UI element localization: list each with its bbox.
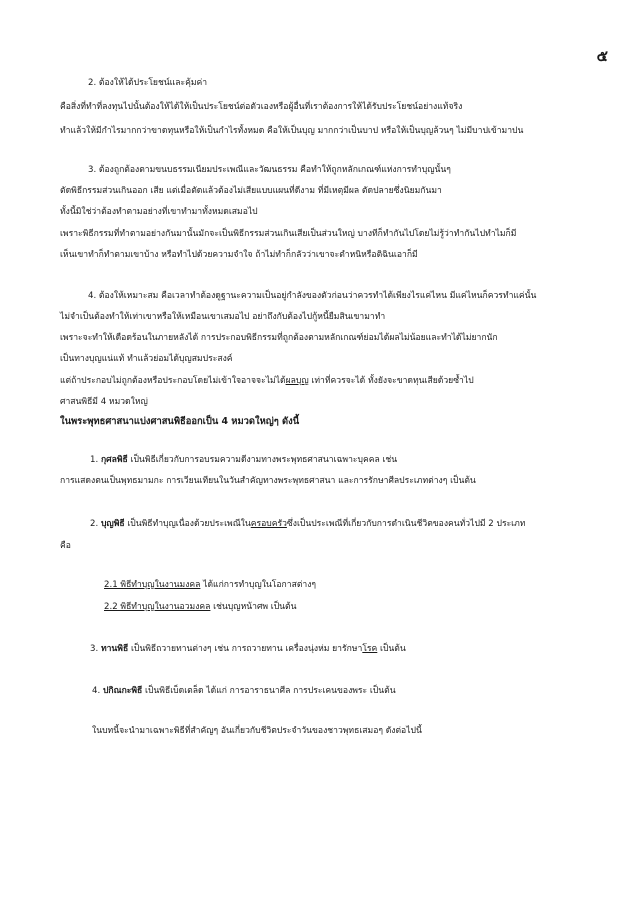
section-3-heading: 3. ต้องถูกต้องตามขนบธรรมเนียมประเพณีและวัฒนธรรม คือทำให้ถูกหลักเกณฑ์แห่งการทำบุญนั้นๆ (88, 165, 451, 175)
category-number: 2. (90, 519, 101, 529)
subcategory-2-1 (104, 579, 316, 591)
section-3-line: ตัดพิธีกรรมส่วนเกินออก เสีย แต่เมื่อตัดแล้วต้องไม่เสียแบบแผนที่ดีงาม ที่มีเหตุมีผล ตัดปลายซึ่งนิยมกันมา (60, 186, 442, 196)
closing-line: ในบทนี้จะนำมาเฉพาะพิธีที่สำคัญๆ อันเกี่ยวกับชีวิตประจำวันของชาวพุทธเสมอๆ ดังต่อไปนี้ (92, 726, 422, 736)
category-desc: ซึ่งเป็นประเพณีที่เกี่ยวกับการดำเนินชีวิตของคนทั่วไปมี 2 ประเภท (286, 519, 526, 529)
section-4-line: ศาสนพิธีมี 4 หมวดใหญ่ (60, 397, 148, 407)
category-desc: เป็นต้น (377, 644, 406, 654)
subcategory-desc: เช่นบุญหน้าศพ เป็นต้น (210, 602, 297, 612)
category-number: 4. (92, 686, 103, 696)
categories-heading: ในพระพุทธศาสนาแบ่งศาสนพิธีออกเป็น 4 หมวดใหญ่ๆ ดังนี้ (60, 416, 300, 427)
category-title: กุศลพิธี (100, 455, 128, 465)
text-run: เท่าที่ควรจะได้ ทั้งยังจะขาดทุนเสียด้วยซ้ำไป (308, 376, 474, 386)
subcategory-desc: ได้แก่การทำบุญในโอกาสต่างๆ (200, 580, 317, 590)
section-4-line: เป็นทางบุญแน่แท้ ทำแล้วย่อมได้บุญสมประสงค์ (60, 354, 233, 364)
underlined-term: ครอบครัว (250, 519, 287, 529)
underlined-term: โรค (362, 644, 378, 654)
section-4-heading: 4. ต้องให้เหมาะสม คือเวลาทำต้องดูฐานะความเป็นอยู่กำลังของตัวก่อนว่าควรทำได้เพียงไรแค่ไหน มีแค่ไหนก็ควรทำแค่นั้น (88, 291, 537, 301)
subcategory-2-2 (104, 601, 297, 613)
category-title: บุญพิธี (100, 519, 125, 529)
underlined-term: ผลบุญ (285, 376, 309, 386)
subcategory-title: 2.2 พิธีทำบุญในงานอวมงคล (104, 602, 211, 612)
section-3-line: เห็นเขาทำก็ทำตามเขาบ้าง หรือทำไปด้วยความจำใจ ถ้าไม่ทำก็กลัวว่าเขาจะตำหนิหรือติฉินเอาก็มี (60, 250, 418, 260)
category-desc: เป็นพิธีถวายทานต่างๆ เช่น การถวายทาน เครื่องนุ่งห่ม ยารักษา (128, 644, 363, 654)
category-4 (92, 685, 396, 697)
category-1-line: การแสดงตนเป็นพุทธมามกะ การเวียนเทียนในวันสำคัญทางพระพุทธศาสนา และการรักษาศีลประเภทต่างๆ เป็นต้น (60, 476, 476, 486)
subcategory-title: 2.1 พิธีทำบุญในงานมงคล (104, 580, 201, 590)
category-title: ทานพิธี (100, 644, 129, 654)
category-desc: เป็นพิธีเบ็ดเตล็ด ได้แก่ การอาราธนาศีล การประเคนของพระ เป็นต้น (142, 686, 396, 696)
section-2-line: ทำแล้วให้มีกำไรมากกว่าขาดทุนหรือให้เป็นกำไรทั้งหมด คือให้เป็นบุญ มากกว่าเป็นบาป หรือให้เป็นบุญล้วนๆ ไม่มีบาปเข้ามาปน (60, 126, 524, 136)
section-3-line: ทั้งนี้มิใช่ว่าต้องทำตามอย่างที่เขาทำมาทั้งหมดเสมอไป (60, 207, 258, 217)
category-desc: เป็นพิธีเกี่ยวกับการอบรมความดีงามทางพระพุทธศาสนาเฉพาะบุคคล เช่น (127, 455, 398, 465)
section-4-line (60, 375, 474, 387)
text-run: แต่ถ้าประกอบไม่ถูกต้องหรือประกอบโดยไม่เข้าใจอาจจะไม่ได้ (60, 376, 286, 386)
category-number: 1. (90, 455, 101, 465)
category-desc: เป็นพิธีทำบุญเนื่องด้วยประเพณีใน (124, 519, 251, 529)
section-3-line: เพราะพิธีกรรมที่ทำตามอย่างกันมานั้นมักจะเป็นพิธีกรรมส่วนเกินเสียเป็นส่วนใหญ่ บางทีก็ทำกันไปโดยไม่รู้ว่าทำกันไปทำไมก็มี (60, 229, 517, 239)
section-4-line: ไม่จำเป็นต้องทำให้เท่าเขาหรือให้เหมือนเขาเสมอไป อย่าถึงกับต้องไปกู้หนี้ยืมสินเขามาทำ (60, 312, 386, 322)
section-2-line: คือสิ่งที่ทำที่ลงทุนไปนั้นต้องให้ได้ให้เป็นประโยชน์ต่อตัวเองหรือผู้อื่นที่เราต้องการให้ได้รับประโยชน์อย่างแท้จริง (60, 102, 463, 112)
section-4-line: เพราะจะทำให้เดือดร้อนในภายหลังได้ การประกอบพิธีกรรมที่ถูกต้องตามหลักเกณฑ์ย่อมได้ผลไม่น้อยและทำได้ไม่ยากนัก (60, 333, 498, 343)
category-1 (90, 454, 397, 466)
category-3 (90, 643, 406, 655)
page-number: ๕ (596, 47, 608, 65)
category-number: 3. (90, 644, 101, 654)
category-2-line: คือ (60, 541, 71, 551)
category-2 (90, 518, 525, 530)
category-title: ปกิณกะพิธี (102, 686, 143, 696)
section-2-heading: 2. ต้องให้ได้ประโยชน์และคุ้มค่า (88, 78, 208, 88)
